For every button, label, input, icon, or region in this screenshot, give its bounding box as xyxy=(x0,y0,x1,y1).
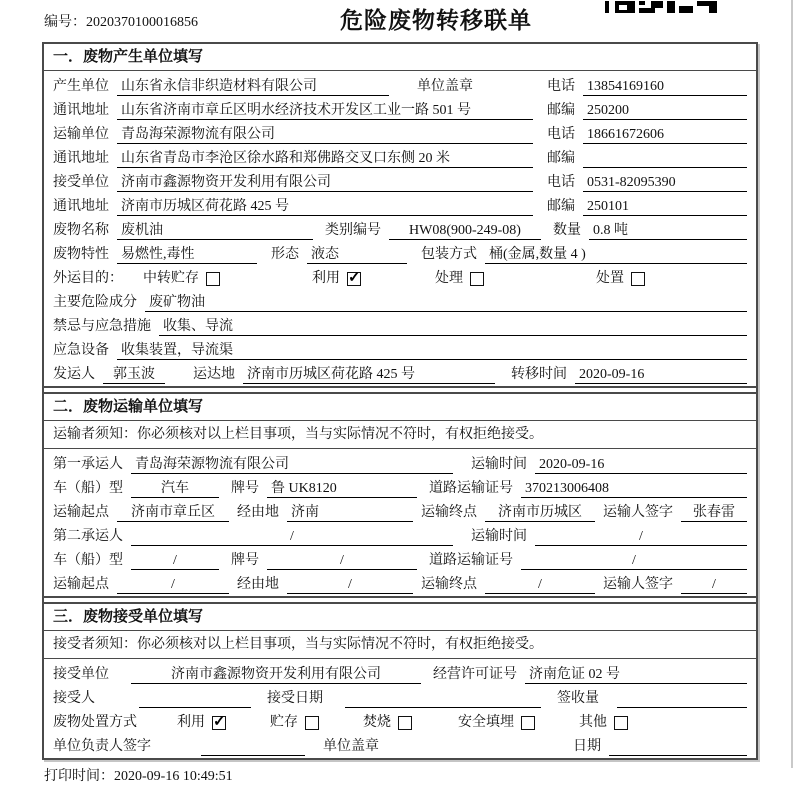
accepting-unit-row xyxy=(53,660,747,684)
second-carrier-row xyxy=(53,522,747,546)
operation-permit-value: 济南危证 02 号 xyxy=(525,665,747,684)
waste-characteristics-row xyxy=(53,240,747,264)
transporter-phone-value: 18661672606 xyxy=(583,125,747,144)
producer-value: 山东省永信非织造材料有限公司 xyxy=(117,77,389,96)
road-license1-label: 道路运输证号 xyxy=(429,481,513,496)
disposal-secure-landfill-checkbox xyxy=(521,716,535,730)
emergency-measures-row xyxy=(53,312,747,336)
emergency-measures-label: 禁忌与应急措施 xyxy=(53,319,151,334)
accept-date-value xyxy=(345,689,541,708)
purpose-transfer-storage-label: 中转贮存 xyxy=(143,271,199,286)
endpoint1-value: 济南市历城区 xyxy=(485,503,595,522)
document-number xyxy=(44,11,198,31)
print-time-value: 2020-09-16 10:49:51 xyxy=(114,769,233,784)
receiver-postal-label: 邮编 xyxy=(547,199,575,214)
transporter-label: 运输单位 xyxy=(53,127,109,142)
transfer-time-value: 2020-09-16 xyxy=(575,365,747,384)
transporter-postal-value xyxy=(583,149,747,168)
waste-name-row xyxy=(53,216,747,240)
section-divider xyxy=(44,596,756,604)
disposal-other-label: 其他 xyxy=(579,715,607,730)
unit-seal2-label: 单位盖章 xyxy=(323,739,379,754)
transporter-address-label: 通讯地址 xyxy=(53,151,109,166)
carrier-signature1-value: 张春雷 xyxy=(681,503,747,522)
emergency-equipment-label: 应急设备 xyxy=(53,343,109,358)
disposal-incinerate-label: 焚烧 xyxy=(363,715,391,730)
receiver-phone-label: 电话 xyxy=(547,175,575,190)
disposal-option-utilize xyxy=(177,713,226,732)
transport-time1-value: 2020-09-16 xyxy=(535,455,747,474)
vehicle1-row xyxy=(53,474,747,498)
category-code-value: HW08(900-249-08) xyxy=(389,221,541,240)
disposal-method-label: 废物处置方式 xyxy=(53,715,137,730)
vehicle-type1-label: 车（船）型 xyxy=(53,481,123,496)
receiver-notice: 接受者须知：你必须核对以上栏目事项，当与实际情况不符时，有权拒绝接受。 xyxy=(44,631,756,659)
second-carrier-label: 第二承运人 xyxy=(53,529,123,544)
print-time-label: 打印时间： xyxy=(44,769,114,784)
waste-characteristics-value: 易燃性,毒性 xyxy=(117,245,257,264)
document-number-value: 2020370100016856 xyxy=(86,15,198,30)
transfer-time-label: 转移时间 xyxy=(511,367,567,382)
document-number-label: 编号： xyxy=(44,15,86,30)
purpose-dispose-label: 处置 xyxy=(596,271,624,286)
accept-date-label: 接受日期 xyxy=(267,691,323,706)
vehicle2-row xyxy=(53,546,747,570)
transport-time1-label: 运输时间 xyxy=(471,457,527,472)
purpose-option-dispose xyxy=(596,269,645,288)
via2-value: / xyxy=(287,575,413,594)
hazard-components-label: 主要危险成分 xyxy=(53,295,137,310)
receiver-value: 济南市鑫源物资开发利用有限公司 xyxy=(117,173,533,192)
hazard-components-row xyxy=(53,288,747,312)
purpose-option-transfer-storage xyxy=(143,269,220,288)
quantity-value: 0.8 吨 xyxy=(589,221,747,240)
responsible-signature-label: 单位负责人签字 xyxy=(53,739,151,754)
waste-name-value: 废机油 xyxy=(117,221,313,240)
receiver-address-value: 济南市历城区荷花路 425 号 xyxy=(117,197,533,216)
acceptor-label: 接受人 xyxy=(53,691,95,706)
disposal-incinerate-checkbox xyxy=(398,716,412,730)
transporter-notice: 运输者须知：你必须核对以上栏目事项，当与实际情况不符时，有权拒绝接受。 xyxy=(44,421,756,449)
transporter-row xyxy=(53,120,747,144)
section1-header: 一．废物产生单位填写 xyxy=(44,44,756,71)
shipper-label: 发运人 xyxy=(53,367,95,382)
receiver-postal-value: 250101 xyxy=(583,197,747,216)
second-carrier-value: / xyxy=(131,527,453,546)
transporter-postal-label: 邮编 xyxy=(547,151,575,166)
producer-label: 产生单位 xyxy=(53,79,109,94)
plate-number2-label: 牌号 xyxy=(231,553,259,568)
packaging-value: 桶(金属,数量 4 ) xyxy=(485,245,747,264)
transporter-phone-label: 电话 xyxy=(547,127,575,142)
unit-seal-label: 单位盖章 xyxy=(417,79,473,94)
origin2-label: 运输起点 xyxy=(53,577,109,592)
producer-postal-value: 250200 xyxy=(583,101,747,120)
plate-number2-value: / xyxy=(267,551,417,570)
disposal-option-store xyxy=(270,713,319,732)
print-time xyxy=(44,765,796,785)
physical-form-label: 形态 xyxy=(271,247,299,262)
origin1-label: 运输起点 xyxy=(53,505,109,520)
plate-number1-value: 鲁 UK8120 xyxy=(267,479,417,498)
vehicle-type1-value: 汽车 xyxy=(131,479,219,498)
first-carrier-label: 第一承运人 xyxy=(53,457,123,472)
transporter-address-value: 山东省青岛市李沧区徐水路和郑佛路交叉口东侧 20 米 xyxy=(117,149,533,168)
endpoint2-value: / xyxy=(485,575,595,594)
purpose-transfer-storage-checkbox xyxy=(206,272,220,286)
purpose-utilize-label: 利用 xyxy=(312,271,340,286)
destination-label: 运达地 xyxy=(193,367,235,382)
receiver-label: 接受单位 xyxy=(53,175,109,190)
via2-label: 经由地 xyxy=(237,577,279,592)
receiver-phone-value: 0531-82095390 xyxy=(583,173,747,192)
purpose-option-utilize xyxy=(312,269,361,288)
document-header xyxy=(0,0,796,42)
vehicle-type2-value: / xyxy=(131,551,219,570)
producer-address-value: 山东省济南市章丘区明水经济技术开发区工业一路 501 号 xyxy=(117,101,533,120)
emergency-equipment-value: 收集装置，导流渠 xyxy=(117,341,747,360)
receiver-row xyxy=(53,168,747,192)
shipper-value: 郭玉波 xyxy=(103,365,165,384)
purpose-dispose-checkbox xyxy=(631,272,645,286)
purpose-treat-label: 处理 xyxy=(435,271,463,286)
purpose-option-treat xyxy=(435,269,484,288)
transporter-address-row xyxy=(53,144,747,168)
endpoint2-label: 运输终点 xyxy=(421,577,477,592)
accepting-unit-value: 济南市鑫源物资开发利用有限公司 xyxy=(131,665,421,684)
transport-time2-label: 运输时间 xyxy=(471,529,527,544)
origin2-value: / xyxy=(117,575,229,594)
section1-body xyxy=(44,71,756,386)
producer-address-row xyxy=(53,96,747,120)
category-code-label: 类别编号 xyxy=(325,223,381,238)
disposal-store-checkbox xyxy=(305,716,319,730)
vehicle-type2-label: 车（船）型 xyxy=(53,553,123,568)
waste-name-label: 废物名称 xyxy=(53,223,109,238)
producer-row xyxy=(53,72,747,96)
route1-row xyxy=(53,498,747,522)
receiver-address-row xyxy=(53,192,747,216)
road-license2-value: / xyxy=(521,551,747,570)
page-title: 危险废物转移联单 xyxy=(340,7,532,33)
section3-header: 三．废物接受单位填写 xyxy=(44,604,756,631)
origin1-value: 济南市章丘区 xyxy=(117,503,229,522)
disposal-option-other xyxy=(579,713,628,732)
endpoint1-label: 运输终点 xyxy=(421,505,477,520)
disposal-method-row xyxy=(53,708,747,732)
road-license1-value: 370213006408 xyxy=(521,479,747,498)
packaging-label: 包装方式 xyxy=(421,247,477,262)
destination-value: 济南市历城区荷花路 425 号 xyxy=(243,365,495,384)
carrier-signature2-label: 运输人签字 xyxy=(603,577,673,592)
responsible-signature-row xyxy=(53,732,747,756)
disposal-secure-landfill-label: 安全填埋 xyxy=(458,715,514,730)
emergency-measures-value: 收集、导流 xyxy=(159,317,747,336)
producer-phone-value: 13854169160 xyxy=(583,77,747,96)
responsible-signature-value xyxy=(201,737,305,756)
transporter-value: 青岛海荣源物流有限公司 xyxy=(117,125,533,144)
disposal-store-label: 贮存 xyxy=(270,715,298,730)
accepting-unit-label: 接受单位 xyxy=(53,667,109,682)
acceptor-value xyxy=(139,689,251,708)
disposal-utilize-label: 利用 xyxy=(177,715,205,730)
purpose-utilize-checkbox xyxy=(347,272,361,286)
hazard-components-value: 废矿物油 xyxy=(145,293,747,312)
physical-form-value: 液态 xyxy=(307,245,407,264)
waste-characteristics-label: 废物特性 xyxy=(53,247,109,262)
shipper-row xyxy=(53,360,747,384)
producer-postal-label: 邮编 xyxy=(547,103,575,118)
page-edge-line xyxy=(791,0,793,768)
disposal-other-checkbox xyxy=(614,716,628,730)
carrier-signature2-value: / xyxy=(681,575,747,594)
date-label: 日期 xyxy=(573,739,601,754)
disposal-option-incinerate xyxy=(363,713,412,732)
transfer-purpose-row xyxy=(53,264,747,288)
disposal-utilize-checkbox xyxy=(212,716,226,730)
manifest-form xyxy=(42,42,758,760)
operation-permit-label: 经营许可证号 xyxy=(433,667,517,682)
plate-number1-label: 牌号 xyxy=(231,481,259,496)
date-value xyxy=(609,737,747,756)
purpose-treat-checkbox xyxy=(470,272,484,286)
section3-body xyxy=(44,659,756,758)
producer-phone-label: 电话 xyxy=(547,79,575,94)
received-amount-value xyxy=(617,689,747,708)
section2-body xyxy=(44,449,756,596)
quantity-label: 数量 xyxy=(553,223,581,238)
transport-time2-value: / xyxy=(535,527,747,546)
route2-row xyxy=(53,570,747,594)
section2-header: 二．废物运输单位填写 xyxy=(44,394,756,421)
transfer-purpose-label: 外运目的： xyxy=(53,271,123,286)
producer-address-label: 通讯地址 xyxy=(53,103,109,118)
via1-label: 经由地 xyxy=(237,505,279,520)
disposal-option-secure-landfill xyxy=(458,713,535,732)
section-divider xyxy=(44,386,756,394)
qr-code-partial-icon xyxy=(605,0,723,12)
carrier-signature1-label: 运输人签字 xyxy=(603,505,673,520)
road-license2-label: 道路运输证号 xyxy=(429,553,513,568)
acceptor-row xyxy=(53,684,747,708)
emergency-equipment-row xyxy=(53,336,747,360)
first-carrier-value: 青岛海荣源物流有限公司 xyxy=(131,455,453,474)
received-amount-label: 签收量 xyxy=(557,691,599,706)
receiver-address-label: 通讯地址 xyxy=(53,199,109,214)
first-carrier-row xyxy=(53,450,747,474)
via1-value: 济南 xyxy=(287,503,413,522)
